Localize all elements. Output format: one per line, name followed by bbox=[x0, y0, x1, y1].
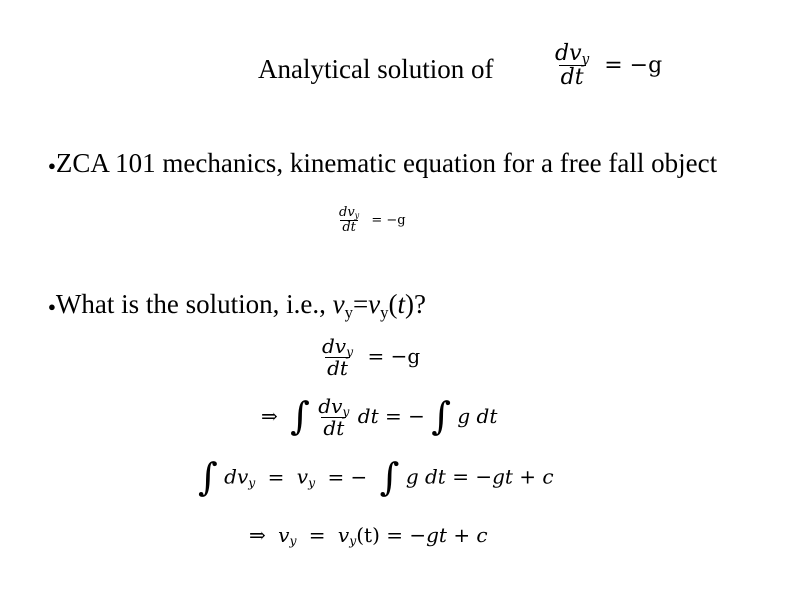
equation-2 bbox=[255, 396, 497, 439]
bullet-2-equals: = bbox=[352, 289, 369, 319]
bullet-item-1 bbox=[48, 142, 748, 187]
equation-3-dv: dv bbox=[224, 464, 249, 489]
equation-4-v-sub: y bbox=[289, 533, 297, 549]
slide-title: Analytical solution of bbox=[258, 54, 494, 84]
equation-3-v: v bbox=[296, 464, 309, 489]
title-fraction-numerator: $dv_y$ bbox=[555, 41, 590, 68]
bullet-2-v: v bbox=[332, 289, 345, 319]
equation-3-rhs: g dt = −gt + c bbox=[405, 464, 554, 489]
integral-sign: ∫ bbox=[198, 455, 218, 499]
equation-1-rhs: = −g bbox=[367, 344, 421, 368]
equation-4-v2: v bbox=[337, 523, 350, 547]
bullet-marker: ● bbox=[48, 157, 56, 173]
title-fraction bbox=[553, 42, 591, 89]
implies-symbol: ⇒ bbox=[261, 404, 278, 428]
title-equation-rhs: = −g bbox=[604, 52, 663, 78]
bullet-2-paren-open: ( bbox=[388, 289, 398, 319]
equation-3-v-sub: y bbox=[308, 474, 316, 490]
bullet-1-text: ZCA 101 mechanics, kinematic equation for a free fall object bbox=[55, 148, 718, 178]
bullet-1-fraction-numerator: $dv_y$ bbox=[339, 205, 360, 220]
bullet-2-sub2: y bbox=[380, 303, 389, 323]
equation-3-equals: = bbox=[267, 464, 285, 489]
equation-4-equals: = bbox=[308, 523, 326, 547]
implies-symbol: ⇒ bbox=[249, 523, 266, 547]
equation-4 bbox=[243, 523, 488, 547]
equation-3-dv-sub: y bbox=[248, 474, 256, 490]
equation-2-fraction: $\frac{dv_y}{dt}$ bbox=[318, 394, 350, 440]
integral-sign: ∫ bbox=[290, 394, 310, 439]
equation-1 bbox=[320, 336, 426, 379]
equation-4-v: v bbox=[278, 523, 290, 547]
bullet-2-paren-close: )? bbox=[405, 289, 427, 319]
bullet-1-equation-rhs: = −g bbox=[371, 212, 406, 228]
equation-3 bbox=[198, 455, 554, 499]
equation-4-arg: (t) bbox=[356, 523, 380, 547]
bullet-item-2 bbox=[48, 283, 426, 328]
equation-3-equals-minus: = − bbox=[327, 464, 368, 489]
equation-4-v2-sub: y bbox=[349, 533, 357, 549]
equation-2-rhs: g dt bbox=[457, 404, 498, 428]
equation-2-mid: dt = − bbox=[357, 404, 425, 428]
integral-sign: ∫ bbox=[379, 455, 400, 499]
equation-1-fraction: $\frac{dv_y}{dt}$ bbox=[322, 334, 354, 380]
bullet-2-v2: v bbox=[368, 289, 381, 319]
bullet-2-t: t bbox=[397, 289, 406, 319]
equation-4-rhs: = −gt + c bbox=[386, 523, 488, 547]
title-fraction-denominator: dt bbox=[560, 65, 584, 91]
title-equation bbox=[553, 42, 668, 89]
bullet-1-fraction bbox=[337, 206, 361, 234]
bullet-1-fraction-denominator: dt bbox=[342, 219, 356, 235]
integral-sign: ∫ bbox=[431, 394, 452, 439]
bullet-2-text: What is the solution, i.e., bbox=[55, 289, 333, 319]
bullet-2-sub: y bbox=[344, 303, 353, 323]
bullet-marker: ● bbox=[48, 298, 56, 314]
bullet-1-equation bbox=[337, 206, 412, 234]
